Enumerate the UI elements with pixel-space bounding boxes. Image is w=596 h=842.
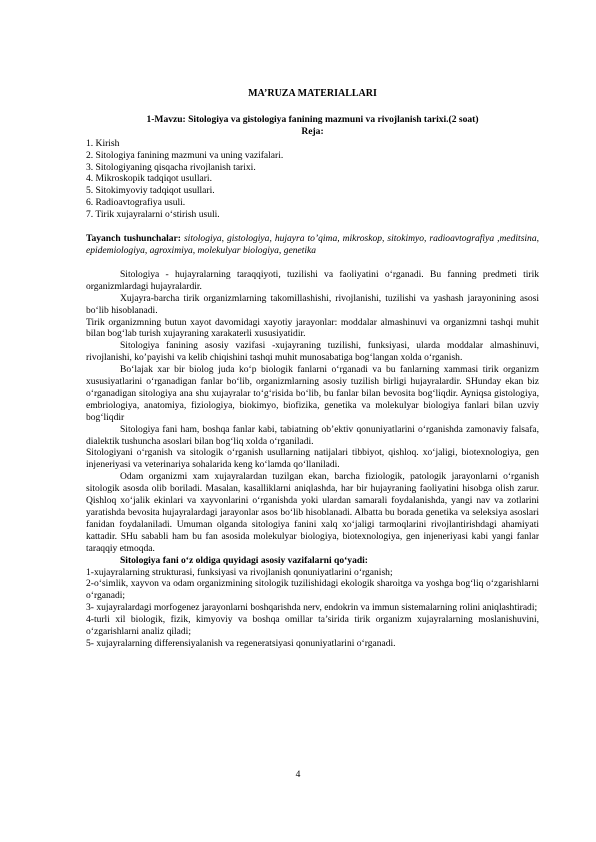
plan-item: 6. Radioavtografiya usuli. [86, 197, 186, 209]
plan-item: 5. Sitokimyoviy tadqiqot usullari. [86, 185, 215, 197]
paragraph: Xujayra-barcha tirik organizmlarning takomillashishi, rivojlanishi, tuzilishi va yashash jarayonining asosi bo‘lib hisoblanadi. [86, 292, 539, 316]
key-concepts-text: sitologiya, gistologiya, hujayra to’qima, mikroskop, sitokimyo, radioavtografiya ,meditsina, epidemiologiya, agroximiya, molekulyar biologiya, genetika [86, 233, 539, 256]
task-item: 4-turli xil biologik, fizik, kimyoviy va boshqa omillar ta’sirida tirik organizm xujayralarning moslanishuvini, o‘zgarishlarni analiz qiladi; [86, 614, 539, 638]
paragraph: Sitologiya fanining asosiy vazifasi -xujayraning tuzilishi, funksiyasi, ularda moddalar almashinuvi, rivojlanishi, ko’payishi va kelib chiqishini tashqi muhit munosabatiga bog‘langan xolda o‘rganish. [86, 340, 539, 364]
key-concepts [86, 233, 539, 257]
plan-item: 1. Kirish [86, 137, 120, 149]
task-item: 3- xujayralardagi morfogenez jarayonlarni boshqarishda nerv, endokrin va immun sistemalarning rolini aniqlashtiradi; [86, 602, 538, 614]
lecture-materials-title: MA’RUZA MATERIALLARI [248, 88, 377, 99]
paragraph: Sitologiya - hujayralarning taraqqiyoti, tuzilishi va faoliyatini o‘rganadi. Bu fanning predmeti tirik organizmlardagi hujayralardir. [86, 268, 539, 292]
paragraph: Sitologiyani o‘rganish va sitologik o‘rganish usullarning natijalari tibbiyot, qishloq. xo‘jaligi, biotexnologiya, gen injeneriyasi va veterinariya sohalarida keng ko‘lamda qo‘llaniladi. [86, 447, 539, 471]
key-concepts-label: Tayanch tushunchalar: [86, 233, 181, 245]
paragraph: Tirik organizmning butun xayot davomidagi xayotiy jarayonlar: moddalar almashinuvi va organizmni tashqi muhit bilan bog‘lab turish xujayraning xarakaterli xususiyatidir. [86, 316, 539, 340]
task-item: 2-o‘simlik, xayvon va odam organizmining sitologik tuzilishidagi ekologik sharoitga va yoshga bog‘liq o‘zgarishlarni o‘rganadi; [86, 578, 539, 602]
task-item: 5- xujayralarning differensiyalanish va regeneratsiyasi qonuniyatlarini o‘rganadi. [86, 637, 396, 649]
paragraph: Bo‘lajak xar bir biolog juda ko‘p biologik fanlarni o‘rganadi va bu fanlarning xammasi tirik organizm xususiyatlarini o‘rganadigan fanlar bo‘lib, organizmlarning asosiy tuzilish birligi hujayralardir. SHunday ekan biz o‘rganadigan sitologiya ana shu xujayralar to‘g‘risida bo‘lib, bu fanlar bilan bevosita bog‘liqdir. Ayniqsa gistologiya, embriologiya, anatomiya, fiziologiya, biokimyo, biofizika, genetika va molekulyar biologiya fanlari bilan uzviy bog‘liqdir [86, 364, 539, 423]
paragraph: Sitologiya fani ham, boshqa fanlar kabi, tabiatning ob’ektiv qonuniyatlarini o‘rganishda zamonaviy falsafa, dialektik tushuncha asoslari bilan bog‘liq xolda o‘rganiladi. [86, 423, 539, 447]
tasks-heading: Sitologiya fani o‘z oldiga quyidagi asosiy vazifalarni qo‘yadi: [120, 554, 368, 566]
topic-title: 1-Mavzu: Sitologiya va gistologiya fanining mazmuni va rivojlanish tarixi.(2 soat) [146, 113, 479, 125]
plan-item: 2. Sitologiya fanining mazmuni va uning vazifalari. [86, 149, 284, 161]
paragraph: Odam organizmi xam xujayralardan tuzilgan ekan, barcha fiziologik, patologik jarayonlarni o‘rganish sitologik asosda olib boriladi. Masalan, kasalliklarni aniqlashda, har bir hujayraning faoliyatini hisobga olish zarur. Qishloq xo‘jalik ekinlari va xayvonlarini o‘rganishda yoki ulardan samarali foydalanishda, yangi nav va zotlarini yaratishda bevosita hujayralardagi jarayonlar asos bo‘lib hisoblanadi. Albatta bu borada genetika va seleksiya asoslari fanidan foydalaniladi. Umuman olganda sitologiya fanini xalq xo‘jaligi tarmoqlarini rivojlantirishdagi ahamiyati kattadir. SHu sababli ham bu fan asosida molekulyar biologiya, biotexnologiya, gen injeneriyasi kabi yangi fanlar taraqqiy etmoqda. [86, 471, 539, 554]
plan-title: Reja: [301, 125, 324, 137]
plan-item: 3. Sitologiyaning qisqacha rivojlanish tarixi. [86, 161, 256, 173]
plan-item: 7. Tirik xujayralarni o‘stirish usuli. [86, 209, 220, 221]
page-number: 4 [295, 770, 301, 780]
plan-list [86, 138, 539, 221]
plan-item: 4. Mikroskopik tadqiqot usullari. [86, 173, 212, 185]
task-item: 1-xujayralarning strukturasi, funksiyasi va rivojlanish qonuniyatlarini o‘rganish; [86, 566, 393, 578]
